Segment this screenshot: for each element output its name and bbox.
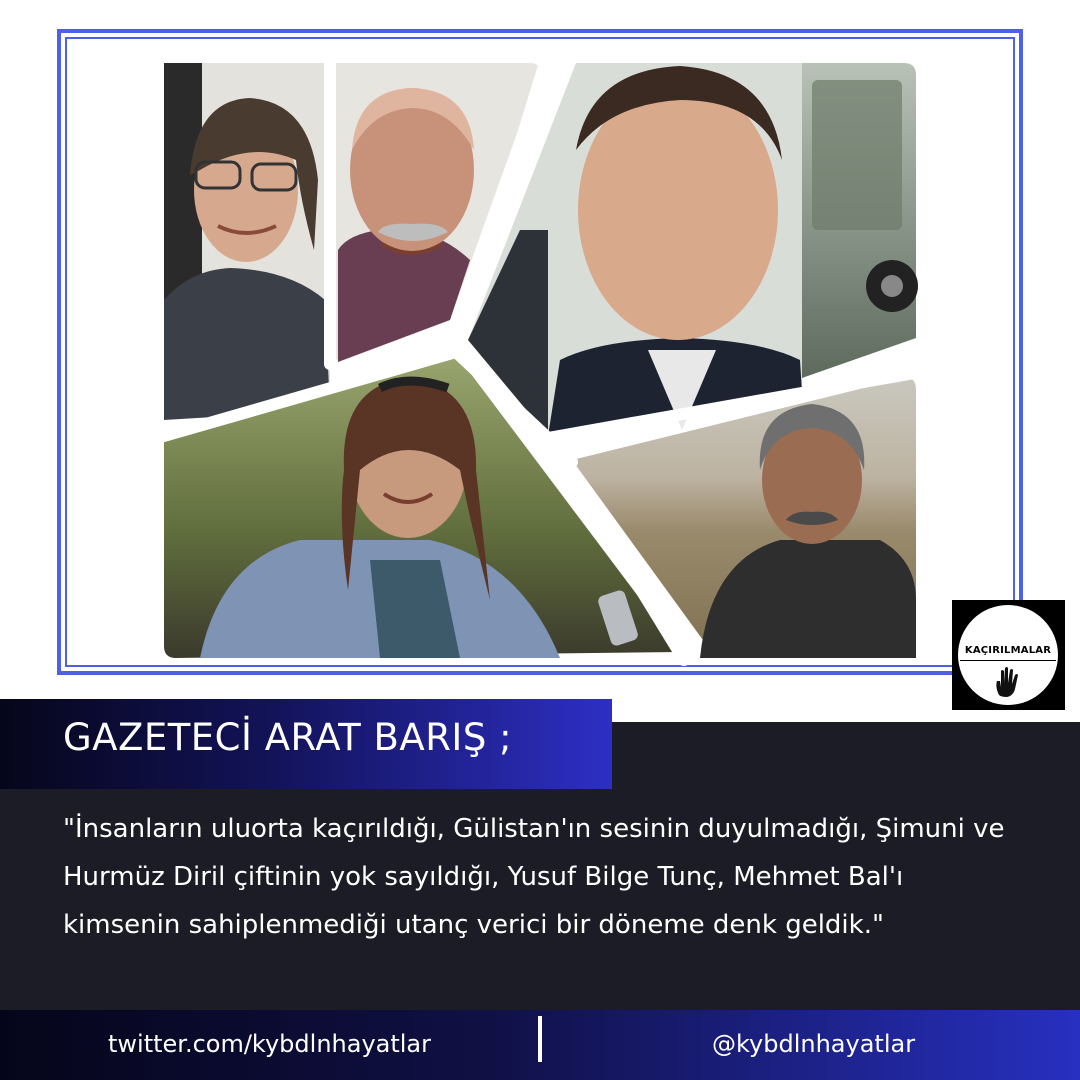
twitter-handle[interactable]: @kybdlnhayatlar: [712, 1030, 916, 1058]
twitter-url[interactable]: twitter.com/kybdlnhayatlar: [108, 1030, 432, 1058]
headline: GAZETECİ ARAT BARIŞ ;: [63, 716, 513, 759]
quote-text: "İnsanların uluorta kaçırıldığı, Gülistan'ın sesinin duyulmadığı, Şimuni ve Hurmüz Diril çiftinin yok sayıldığı, Yusuf Bilge Tunç, Mehmet Bal'ı kimsenin sahiplenmediği utanç verici bir döneme denk geldik.": [63, 814, 1005, 940]
logo-circle: [958, 605, 1058, 705]
footer-divider: [538, 1016, 542, 1062]
photo-woman-glasses: [164, 63, 330, 420]
photo-van: [802, 63, 918, 378]
hand-print-icon: [991, 665, 1025, 699]
logo-text: KAÇIRILMALAR: [964, 645, 1052, 656]
kacirilmalar-logo: [952, 600, 1065, 710]
logo-rule: [960, 660, 1056, 661]
